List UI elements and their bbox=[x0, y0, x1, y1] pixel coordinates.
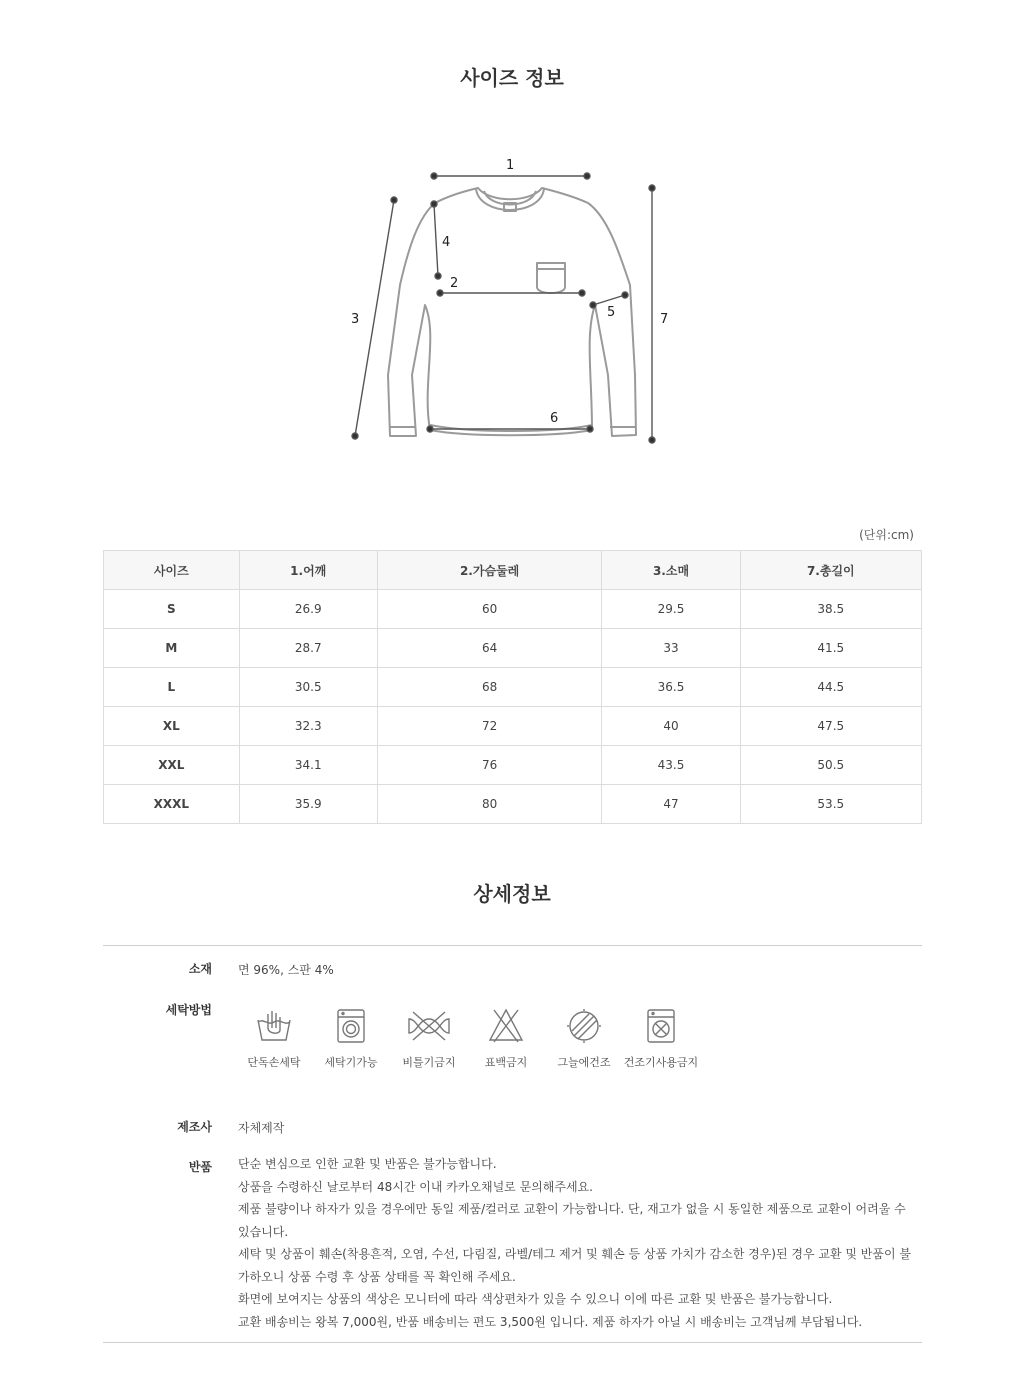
hand-wash-icon bbox=[254, 1008, 294, 1044]
maker-label: 제조사 bbox=[177, 1120, 212, 1134]
table-row bbox=[104, 668, 922, 707]
cell-total-length: 41.5 bbox=[740, 629, 921, 668]
return-line: 단순 변심으로 인한 교환 및 반품은 불가능합니다. bbox=[238, 1157, 497, 1171]
cell-total-length: 44.5 bbox=[740, 668, 921, 707]
care-item-shade-dry bbox=[544, 1008, 624, 1070]
measure-label-3: 3 bbox=[351, 312, 360, 327]
cell-size: XXXL bbox=[104, 785, 240, 824]
no-wring-icon bbox=[407, 1008, 451, 1044]
care-item-washing-machine bbox=[311, 1008, 391, 1070]
header-size: 사이즈 bbox=[104, 551, 240, 590]
care-label: 비틀기금지 bbox=[402, 1056, 456, 1069]
cell-shoulder: 34.1 bbox=[239, 746, 377, 785]
measure-label-5: 5 bbox=[607, 305, 616, 320]
return-line: 교환 배송비는 왕복 7,000원, 반품 배송비는 편도 3,500원 입니다. 제품 하자가 아닐 시 배송비는 고객님께 부담됩니다. bbox=[238, 1314, 863, 1329]
return-policy bbox=[238, 1153, 918, 1333]
cell-total-length: 50.5 bbox=[740, 746, 921, 785]
cell-shoulder: 35.9 bbox=[239, 785, 377, 824]
measure-label-6: 6 bbox=[550, 411, 559, 426]
return-line: 상품을 수령하신 날로부터 48시간 이내 카카오채널로 문의해주세요. bbox=[238, 1179, 593, 1194]
measure-label-7: 7 bbox=[660, 312, 669, 327]
cell-sleeve: 43.5 bbox=[602, 746, 740, 785]
return-line: 화면에 보여지는 상품의 색상은 모니터에 따라 색상편차가 있을 수 있으니 이에 따른 교환 및 반품은 불가능합니다. bbox=[238, 1292, 833, 1306]
care-label: 세탁기가능 bbox=[324, 1056, 378, 1069]
size-table bbox=[103, 550, 922, 824]
cell-sleeve: 36.5 bbox=[602, 668, 740, 707]
table-row bbox=[104, 590, 922, 629]
cell-shoulder: 28.7 bbox=[239, 629, 377, 668]
washing-machine-icon bbox=[331, 1008, 371, 1044]
shade-dry-icon bbox=[564, 1008, 604, 1044]
size-info-title: 사이즈 정보 bbox=[460, 66, 564, 90]
cell-sleeve: 40 bbox=[602, 707, 740, 746]
care-item-no-bleach bbox=[466, 1008, 546, 1070]
return-label: 반품 bbox=[188, 1160, 212, 1174]
no-tumble-dry-icon bbox=[641, 1008, 681, 1044]
cell-total-length: 53.5 bbox=[740, 785, 921, 824]
cell-sleeve: 33 bbox=[602, 629, 740, 668]
table-row bbox=[104, 629, 922, 668]
care-label: 표백금지 bbox=[484, 1056, 528, 1069]
cell-chest: 80 bbox=[377, 785, 602, 824]
care-item-hand-wash bbox=[234, 1008, 314, 1070]
care-label: 그늘에건조 bbox=[557, 1056, 611, 1069]
cell-size: XXL bbox=[104, 746, 240, 785]
cell-sleeve: 29.5 bbox=[602, 590, 740, 629]
cell-chest: 68 bbox=[377, 668, 602, 707]
detail-info-title: 상세정보 bbox=[473, 882, 551, 906]
header-total-length: 7.총길이 bbox=[740, 551, 921, 590]
care-label: 단독손세탁 bbox=[247, 1056, 301, 1069]
size-table-header-row bbox=[104, 551, 922, 590]
header-sleeve: 3.소매 bbox=[602, 551, 740, 590]
return-line: 세탁 및 상품이 훼손(착용흔적, 오염, 수선, 다림질, 라벨/테그 제거 및 훼손 등 상품 가치가 감소한 경우)된 경우 교환 및 반품이 불가하오니 상품 수령 후 상품 상태를 꼭 확인해 주세요. bbox=[238, 1247, 911, 1284]
cell-chest: 76 bbox=[377, 746, 602, 785]
measure-label-2: 2 bbox=[450, 276, 459, 291]
cell-size: L bbox=[104, 668, 240, 707]
cell-shoulder: 32.3 bbox=[239, 707, 377, 746]
return-line: 제품 불량이나 하자가 있을 경우에만 동일 제품/컬러로 교환이 가능합니다. 단, 재고가 없을 시 동일한 제품으로 교환이 어려울 수 있습니다. bbox=[238, 1202, 906, 1239]
care-label: 건조기사용금지 bbox=[623, 1056, 699, 1069]
cell-size: M bbox=[104, 629, 240, 668]
cell-chest: 60 bbox=[377, 590, 602, 629]
cell-sleeve: 47 bbox=[602, 785, 740, 824]
detail-info-panel bbox=[103, 945, 922, 1343]
header-chest: 2.가슴둘레 bbox=[377, 551, 602, 590]
cell-total-length: 38.5 bbox=[740, 590, 921, 629]
measure-label-1: 1 bbox=[506, 158, 515, 173]
material-label: 소재 bbox=[188, 962, 212, 976]
garment-measurement-diagram bbox=[330, 145, 690, 455]
cell-size: XL bbox=[104, 707, 240, 746]
table-row bbox=[104, 746, 922, 785]
table-row bbox=[104, 785, 922, 824]
table-row bbox=[104, 707, 922, 746]
cell-chest: 72 bbox=[377, 707, 602, 746]
cell-shoulder: 30.5 bbox=[239, 668, 377, 707]
care-item-no-tumble-dry bbox=[621, 1008, 701, 1070]
cell-size: S bbox=[104, 590, 240, 629]
washing-label: 세탁방법 bbox=[165, 1003, 212, 1017]
no-bleach-icon bbox=[486, 1008, 526, 1044]
material-value: 면 96%, 스판 4% bbox=[238, 963, 334, 977]
maker-value: 자체제작 bbox=[238, 1121, 285, 1135]
cell-shoulder: 26.9 bbox=[239, 590, 377, 629]
cell-total-length: 47.5 bbox=[740, 707, 921, 746]
measure-label-4: 4 bbox=[442, 235, 451, 250]
unit-note: (단위:cm) bbox=[859, 528, 914, 542]
cell-chest: 64 bbox=[377, 629, 602, 668]
header-shoulder: 1.어깨 bbox=[239, 551, 377, 590]
care-item-no-wring bbox=[389, 1008, 469, 1070]
